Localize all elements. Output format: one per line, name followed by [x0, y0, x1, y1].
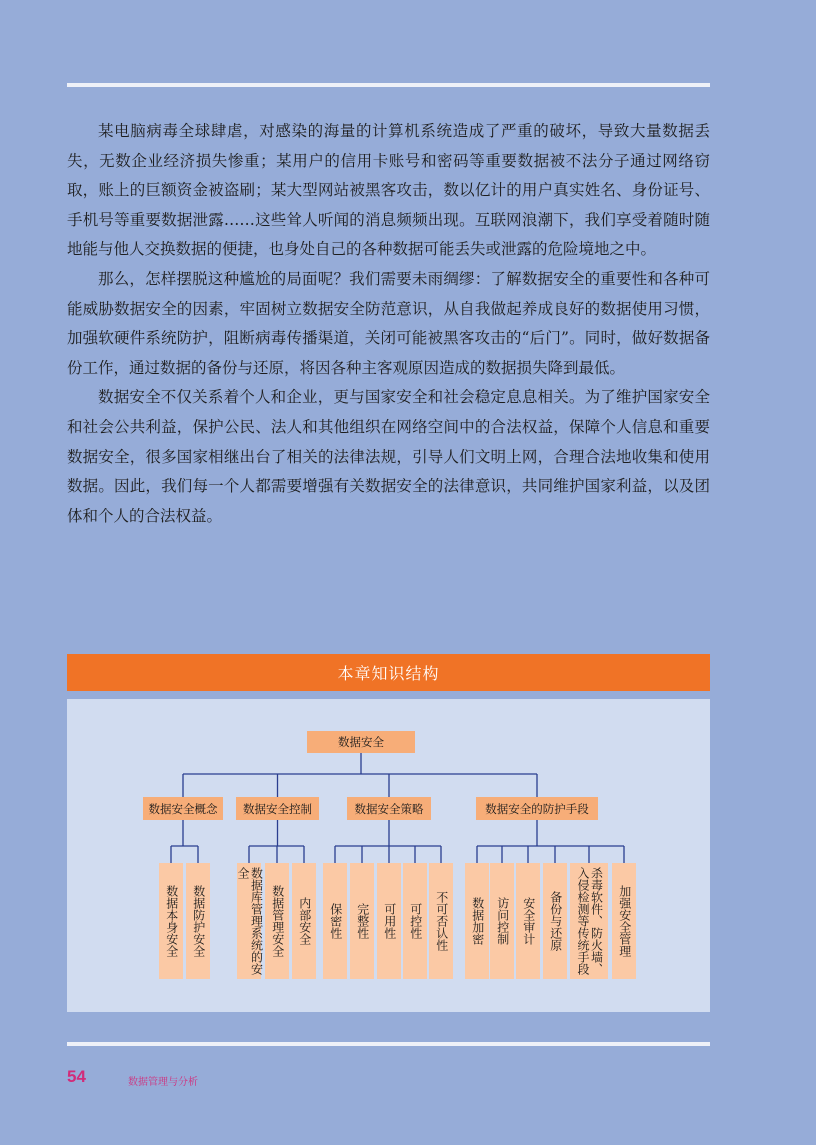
leaf-node: 数据加密 [465, 863, 489, 979]
branch-node-control: 数据安全控制 [236, 797, 319, 820]
leaf-node: 完整性 [350, 863, 374, 979]
branch-node-strategy: 数据安全策略 [347, 797, 431, 820]
leaf-node: 访问控制 [490, 863, 514, 979]
body-text [67, 117, 710, 531]
page-number: 54 [67, 1067, 86, 1086]
bottom-divider [67, 1042, 710, 1046]
branch-node-concept: 数据安全概念 [143, 797, 223, 820]
leaf-node: 数据库管理系统的安全 [237, 863, 261, 979]
leaf-node: 不可否认性 [429, 863, 453, 979]
leaf-node: 数据本身安全 [159, 863, 183, 979]
leaf-node: 杀毒软件、防火墙、入侵检测等传统手段 [570, 863, 608, 979]
leaf-node: 数据防护安全 [186, 863, 210, 979]
paragraph-3: 数据安全不仅关系着个人和企业，更与国家安全和社会稳定息息相关。为了维护国家安全和社会公共利益，保护公民、法人和其他组织在网络空间中的合法权益，保障个人信息和重要数据安全，很多国家相继出台了相关的法律法规，引导人们文明上网，合理合法地收集和使用数据。因此，我们每一个人都需要增强有关数据安全的法律意识，共同维护国家利益，以及团体和个人的合法权益。 [67, 388, 710, 525]
leaf-node: 数据管理安全 [265, 863, 289, 979]
root-node: 数据安全 [307, 731, 415, 753]
leaf-node: 加强安全管理 [612, 863, 636, 979]
top-divider [67, 83, 710, 87]
leaf-node: 保密性 [323, 863, 347, 979]
knowledge-structure-diagram [67, 699, 710, 1012]
leaf-node: 可用性 [377, 863, 401, 979]
leaf-node: 可控性 [403, 863, 427, 979]
paragraph-2: 那么，怎样摆脱这种尴尬的局面呢？我们需要未雨绸缪：了解数据安全的重要性和各种可能威胁数据安全的因素，牢固树立数据安全防范意识，从自我做起养成良好的数据使用习惯，加强软硬件系统防护，阻断病毒传播渠道，关闭可能被黑客攻击的“后门”。同时，做好数据备份工作，通过数据的备份与还原，将因各种主客观原因造成的数据损失降到最低。 [67, 269, 710, 377]
leaf-node: 安全审计 [516, 863, 540, 979]
chapter-structure-banner: 本章知识结构 [67, 654, 710, 691]
book-title: 数据管理与分析 [128, 1077, 198, 1088]
branch-node-protection: 数据安全的防护手段 [476, 797, 598, 820]
leaf-node: 内部安全 [292, 863, 316, 979]
leaf-node: 备份与还原 [543, 863, 567, 979]
paragraph-1: 某电脑病毒全球肆虐，对感染的海量的计算机系统造成了严重的破坏，导致大量数据丢失，无数企业经济损失惨重；某用户的信用卡账号和密码等重要数据被不法分子通过网络窃取，账上的巨额资金被盗刷；某大型网站被黑客攻击，数以亿计的用户真实姓名、身份证号、手机号等重要数据泄露……这些耸人听闻的消息频频出现。互联网浪潮下，我们享受着随时随地能与他人交换数据的便捷，也身处自己的各种数据可能丢失或泄露的危险境地之中。 [67, 122, 710, 259]
